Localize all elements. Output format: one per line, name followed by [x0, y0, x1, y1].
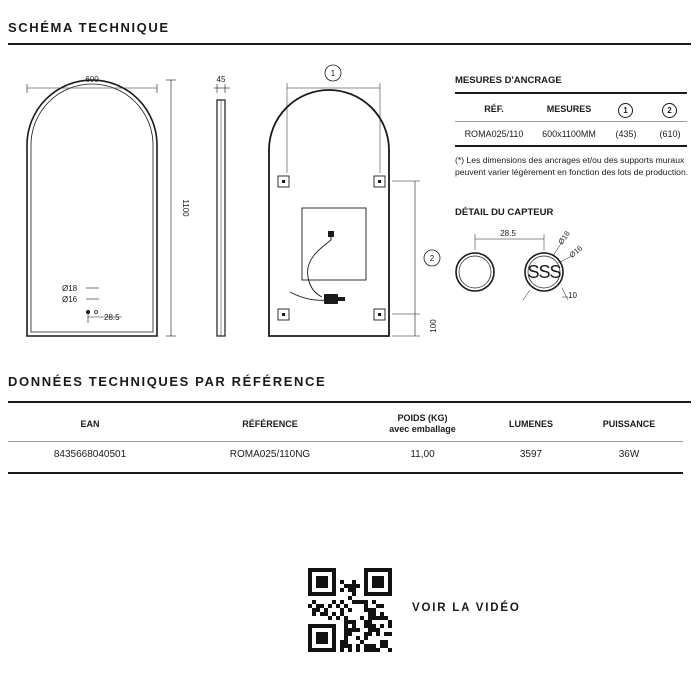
anchorage-rule-bottom — [455, 145, 687, 147]
led-driver-box — [302, 208, 366, 280]
sensor-dim-d18: Ø18 — [556, 229, 572, 247]
anchorage-header-col2 — [662, 100, 677, 118]
sensor-ring-outer — [456, 253, 494, 291]
tech-header-reference: RÉFÉRENCE — [242, 419, 298, 429]
anchorage-cell-mesures: 600x1100MM — [542, 129, 596, 139]
schema-title-rule — [8, 43, 691, 45]
mirror-front-inner — [31, 84, 153, 332]
badge-2: 2 — [662, 103, 677, 118]
tech-title: DONNÉES TECHNIQUES PAR RÉFÉRENCE — [8, 374, 327, 389]
dim-width: 600 — [85, 75, 99, 84]
tech-cell-lumenes: 3597 — [519, 449, 543, 460]
tech-header-lumenes: LUMENES — [508, 419, 553, 429]
tech-cell-reference: ROMA025/110NG — [229, 449, 311, 460]
qr-code-icon[interactable] — [308, 568, 392, 652]
dim-depth: 45 — [216, 75, 226, 84]
sensor-title: DÉTAIL DU CAPTEUR — [455, 207, 554, 218]
dim-d16: Ø16 — [62, 295, 78, 304]
anchorage-rule-top — [455, 92, 687, 94]
anchorage-header-mesures: MESURES — [546, 104, 592, 114]
tech-header-puissance: PUISSANCE — [602, 419, 656, 429]
dim-d18: Ø18 — [62, 284, 78, 293]
video-link[interactable]: VOIR LA VIDÉO — [412, 602, 521, 614]
technical-drawing — [0, 55, 450, 350]
sensor-label: SSS — [527, 262, 561, 282]
anchorage-title: MESURES D'ANCRAGE — [455, 75, 562, 86]
anchorage-cell-col1: (435) — [615, 129, 637, 139]
dim-marker-1: 1 — [330, 69, 336, 78]
tech-header-poids-sub: avec emballage — [389, 424, 456, 434]
dim-offset: 28.5 — [104, 313, 120, 322]
anchorage-header-ref: RÉF. — [484, 104, 504, 114]
dim-height: 1100 — [181, 199, 190, 217]
anchorage-cell-col2: (610) — [659, 129, 681, 139]
tech-header-ean: EAN — [80, 419, 100, 429]
dim-bottom: 100 — [429, 319, 438, 333]
dim-marker-2: 2 — [429, 254, 435, 263]
mirror-front-outline — [27, 80, 157, 336]
anchorage-rule-mid — [455, 121, 687, 122]
anchorage-cell-ref: ROMA025/110 — [464, 129, 524, 139]
sensor-dim-depth: 10 — [568, 291, 577, 300]
anchorage-note: (*) Les dimensions des ancrages et/ou des supports muraux peuvent varier légèrement en fonction des lots de production. — [455, 155, 689, 177]
tech-cell-puissance: 36W — [618, 449, 640, 460]
tech-cell-ean: 8435668040501 — [53, 449, 127, 460]
badge-1: 1 — [618, 103, 633, 118]
tech-rule-top — [8, 401, 691, 403]
sensor-detail-drawing — [450, 220, 600, 310]
anchorage-header-col1 — [618, 100, 633, 118]
sensor-dim-d16: Ø16 — [567, 243, 585, 260]
schema-title: SCHÉMA TECHNIQUE — [8, 20, 170, 35]
tech-header-poids: POIDS (KG) — [397, 413, 448, 423]
sensor-dim-width: 28.5 — [500, 229, 516, 238]
tech-rule-bottom — [8, 472, 683, 474]
tech-rule-mid — [8, 441, 683, 442]
tech-cell-poids: 11,00 — [410, 449, 435, 460]
